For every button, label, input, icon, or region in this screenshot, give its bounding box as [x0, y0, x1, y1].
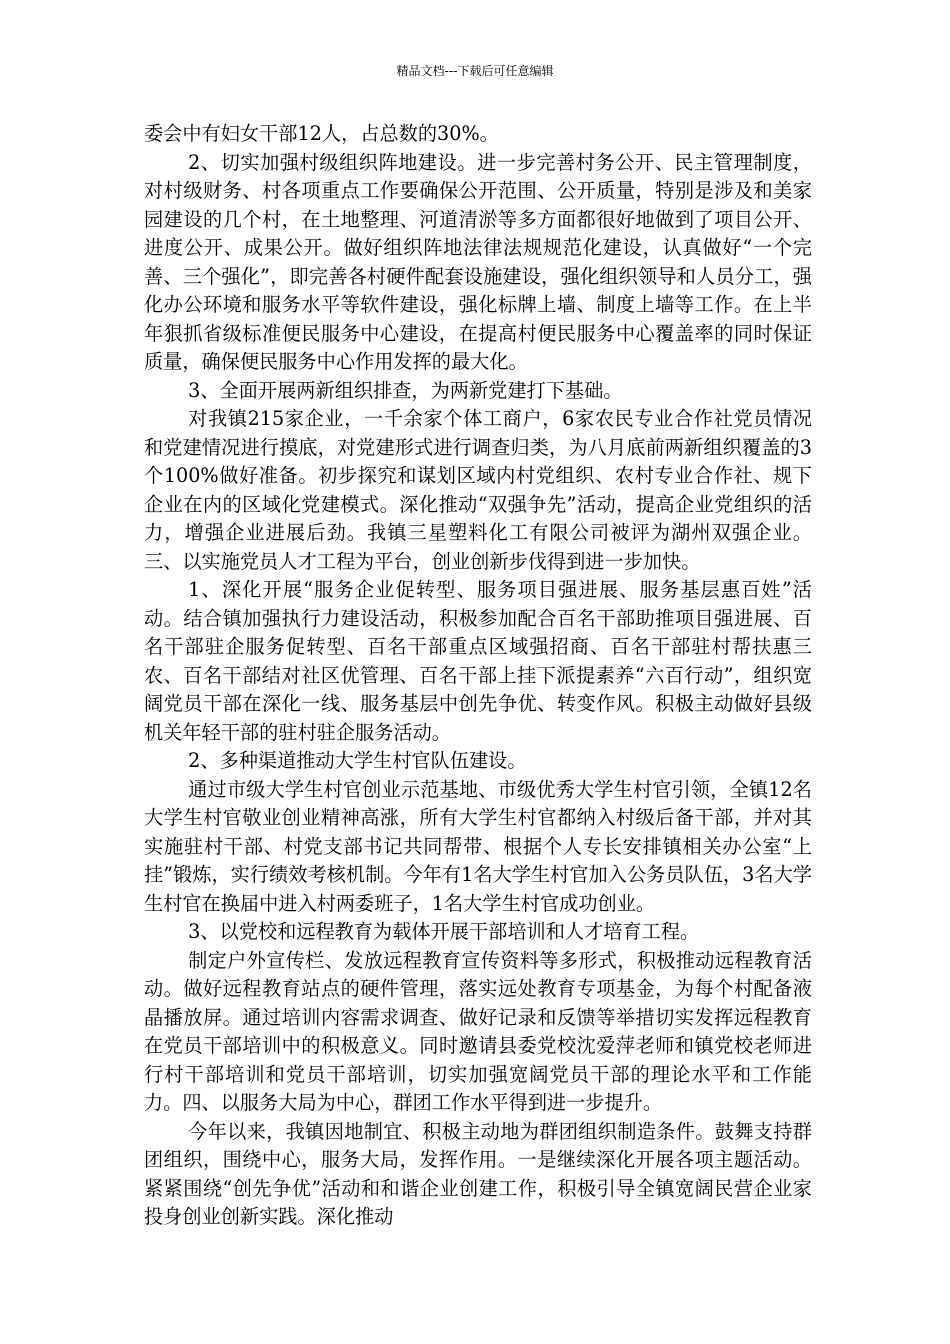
paragraph-5: 1、深化开展“服务企业促转型、服务项目强进展、服务基层惠百姓”活动。结合镇加强执行力建设活动，积极参加配合百名干部助推项目强进展、百名干部驻企服务促转型、百名干部重点区域强招商、百名干部驻村帮扶惠三农、百名干部结对社区优管理、百名干部上挂下派提素养“六百行动”，组织宽阔党员干部在深化一线、服务基层中创先争优、转变作风。积极主动做好县级机关年轻干部的驻村驻企服务活动。 [144, 578, 812, 744]
paragraph-2: 2、切实加强村级组织阵地建设。进一步完善村务公开、民主管理制度，对村级财务、村各项重点工作要确保公开范围、公开质量，特别是涉及和美家园建设的几个村，在土地整理、河道清淤等多方面都很好地做到了项目公开、进度公开、成果公开。做好组织阵地法律法规规范化建设，认真做好“一个完善、三个强化”，即完善各村硬件配套设施建设，强化组织领导和人员分工，强化办公环境和服务水平等软件建设，强化标牌上墙、制度上墙等工作。在上半年狠抓省级标准便民服务中心建设，在提高村便民服务中心覆盖率的同时保证质量，确保便民服务中心作用发挥的最大化。 [144, 150, 812, 373]
paragraph-7: 通过市级大学生村官创业示范基地、市级优秀大学生村官引领，全镇12名大学生村官敬业创业精神高涨，所有大学生村官都纳入村级后备干部，并对其实施驻村干部、村党支部书记共同帮带、根据个人专长安排镇相关办公室“上挂”锻炼，实行绩效考核机制。今年有1名大学生村官加入公务员队伍，3名大学生村官在换届中进入村两委班子，1名大学生村官成功创业。 [144, 777, 812, 915]
paragraph-6: 2、多种渠道推动大学生村官队伍建设。 [188, 749, 527, 772]
paragraph-4: 对我镇215家企业，一千余家个体工商户，6家农民专业合作社党员情况和党建情况进行摸底，对党建形式进行调查归类，为八月底前两新组织覆盖的3个100%做好准备。初步探究和谋划区域内村党组织、农村专业合作社、规下企业在内的区域化党建模式。深化推动“双强争先”活动，提高企业党组织的活力，增强企业进展后劲。我镇三星塑料化工有限公司被评为湖州双强企业。三、以实施党员人才工程为平台，创业创新步伐得到进一步加快。 [144, 407, 812, 573]
paragraph-3: 3、全面开展两新组织排查，为两新党建打下基础。 [188, 378, 623, 402]
page-header: 精品文档---下载后可任意编辑 [396, 64, 554, 78]
paragraph-1: 委会中有妇女干部12人，占总数的30%。 [144, 122, 499, 145]
paragraph-9: 制定户外宣传栏、发放远程教育宣传资料等多形式，积极推动远程教育活动。做好远程教育站点的硬件管理，落实远处教育专项基金，为每个村配备液晶播放屏。通过培训内容需求调查、做好记录和反馈等举措切实发挥远程教育在党员干部培训中的积极意义。同时邀请县委党校沈爱萍老师和镇党校老师进行村干部培训和党员干部培训，切实加强宽阔党员干部的理论水平和工作能力。四、以服务大局为中心，群团工作水平得到进一步提升。 [144, 948, 812, 1114]
paragraph-8: 3、以党校和远程教育为载体开展干部培训和人才培育工程。 [188, 920, 700, 943]
paragraph-10: 今年以来，我镇因地制宜、积极主动地为群团组织制造条件。鼓舞支持群团组织，围绕中心，服务大局，发挥作用。一是继续深化开展各项主题活动。紧紧围绕“创先争优”活动和和谐企业创建工作，积极引导全镇宽阔民营企业家投身创业创新实践。深化推动 [144, 1119, 812, 1228]
document-body [144, 120, 812, 1232]
